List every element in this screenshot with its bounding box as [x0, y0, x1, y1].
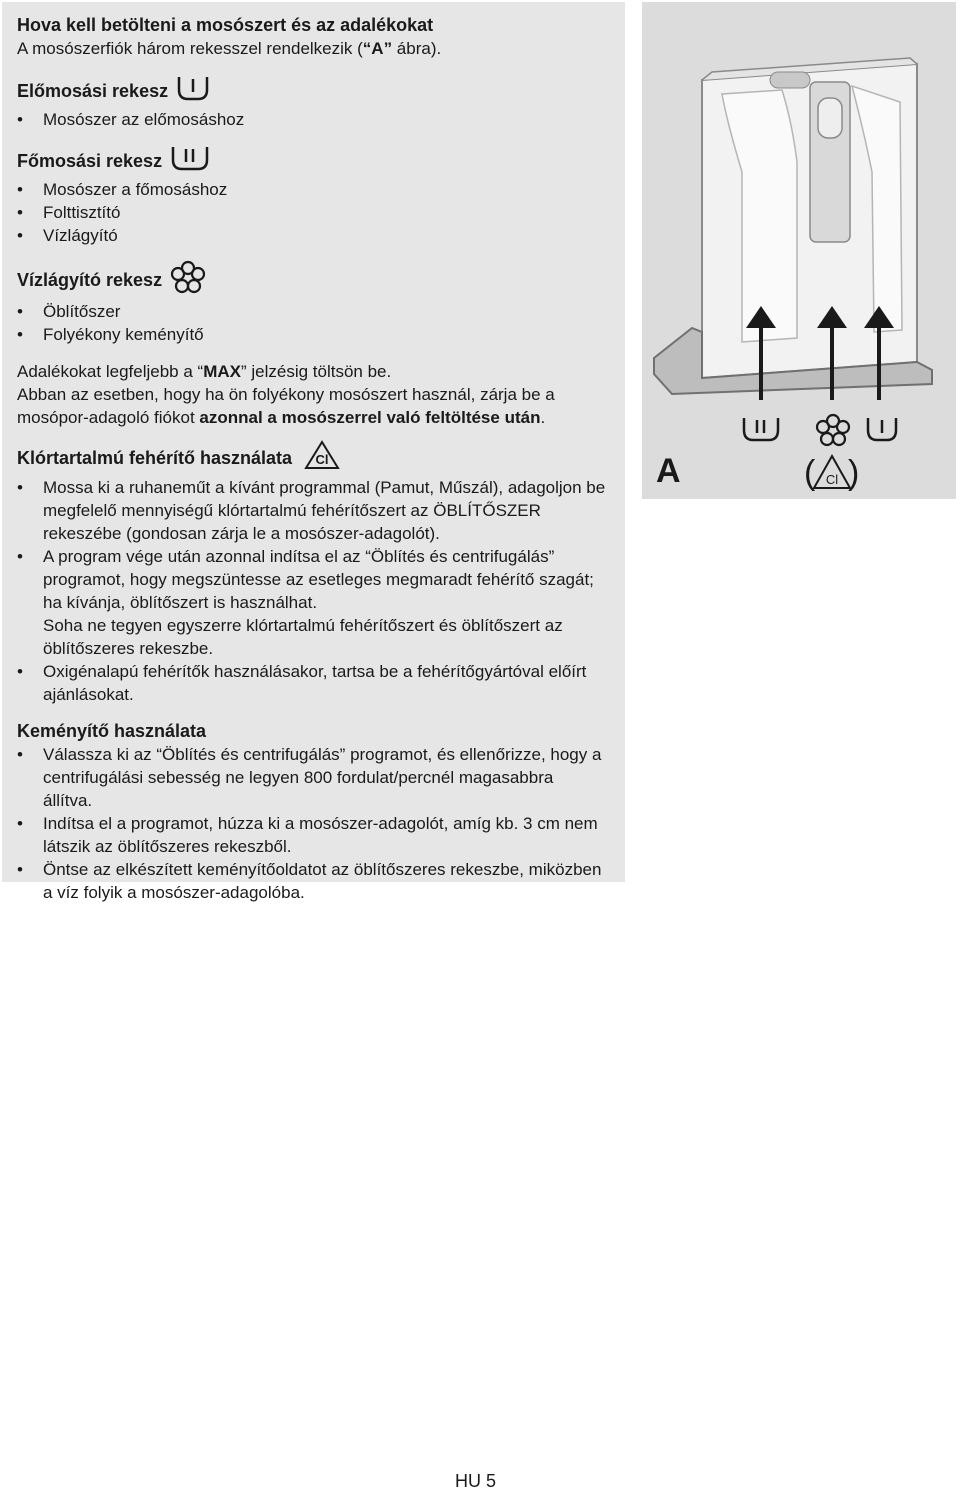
prewash-heading: Előmosási rekesz: [17, 74, 625, 108]
liquid-detergent-note: Abban az esetben, hogy ha ön folyékony mosószert használ, zárja be a mosópor-adagoló fiókot azonnal a mosószerrel való feltöltése után.: [17, 385, 555, 427]
svg-text:Cl: Cl: [825, 472, 839, 487]
mainwash-heading: Főmosási rekesz: [17, 144, 625, 178]
list-item: • Vízlágyító: [17, 224, 625, 247]
starch-list: [17, 743, 607, 904]
svg-text:(: (: [804, 454, 816, 492]
softener-flower-icon: [817, 415, 849, 445]
chlorine-heading: Klórtartalmú fehérítő használata Cl: [17, 440, 625, 476]
intro-text: A mosószerfiók három rekesszel rendelkezik (“A” ábra).: [17, 39, 442, 58]
instructions-panel: [2, 2, 625, 902]
mainwash-icon: [744, 418, 778, 440]
prewash-list: [17, 108, 625, 131]
list-item: • Indítsa el a programot, húzza ki a mosószer-adagolót, amíg kb. 3 cm nem látszik az öblítőszeres rekeszből.: [17, 812, 607, 858]
prewash-icon: [868, 418, 896, 440]
additives-text: Adalékokat legfeljebb a “MAX” jelzésig töltsön be.: [17, 362, 392, 381]
chlorine-list: [17, 476, 607, 706]
list-item: • Folyékony keményítő: [17, 323, 625, 346]
list-item: • A program vége után azonnal indítsa el az “Öblítés és centrifugálás” programot, hogy megszüntesse az esetleges megmaradt fehérítő szagát; ha kívánja, öblítőszert is használhat. Soha ne tegyen egyszerre klórtartalmú fehérítőszert és öblítőszert az öblítőszeres rekeszbe.: [17, 545, 607, 660]
prewash-icon: [176, 74, 210, 108]
softener-flower-icon: [170, 260, 206, 300]
softener-list: [17, 300, 625, 346]
chlorine-triangle-icon: [804, 454, 859, 492]
page-number: HU 5: [455, 1471, 497, 1491]
list-item: • Oxigénalapú fehérítők használásakor, tartsa be a fehérítőgyártóval előírt ajánlásokat.: [17, 660, 607, 706]
list-item: • Válassza ki az “Öblítés és centrifugálás” programot, és ellenőrizze, hogy a centrifugálási sebesség ne legyen 800 fordulat/percnél magasabbra állítva.: [17, 743, 607, 812]
svg-text:Cl: Cl: [315, 452, 329, 467]
chlorine-triangle-icon: [304, 440, 340, 476]
dispenser-drawer-figure: [642, 2, 956, 499]
list-item: • Öblítőszer: [17, 300, 625, 323]
starch-heading: Keményítő használata: [17, 721, 207, 741]
mainwash-icon: [170, 144, 210, 178]
figure-label: A: [656, 452, 681, 490]
section-title: Hova kell betölteni a mosószert és az adalékokat: [17, 15, 434, 35]
list-item: • Mossa ki a ruhaneműt a kívánt programmal (Pamut, Műszál), adagoljon be megfelelő mennyiségű klórtartalmú fehérítőszert az ÖBLÍTŐSZER rekeszébe (gondosan zárja le a mosószer-adagolót).: [17, 476, 607, 545]
list-item: • Folttisztító: [17, 201, 625, 224]
list-item: • Mosószer a főmosáshoz: [17, 178, 625, 201]
list-item: • Mosószer az előmosáshoz: [17, 108, 625, 131]
softener-heading: Vízlágyító rekesz: [17, 260, 625, 300]
svg-text:): ): [848, 454, 860, 492]
mainwash-list: [17, 178, 625, 247]
drawer-illustration: [642, 2, 956, 499]
list-item: • Öntse az elkészített keményítőoldatot az öblítőszeres rekeszbe, miközben a víz folyik a mosószer-adagolóba.: [17, 858, 607, 904]
